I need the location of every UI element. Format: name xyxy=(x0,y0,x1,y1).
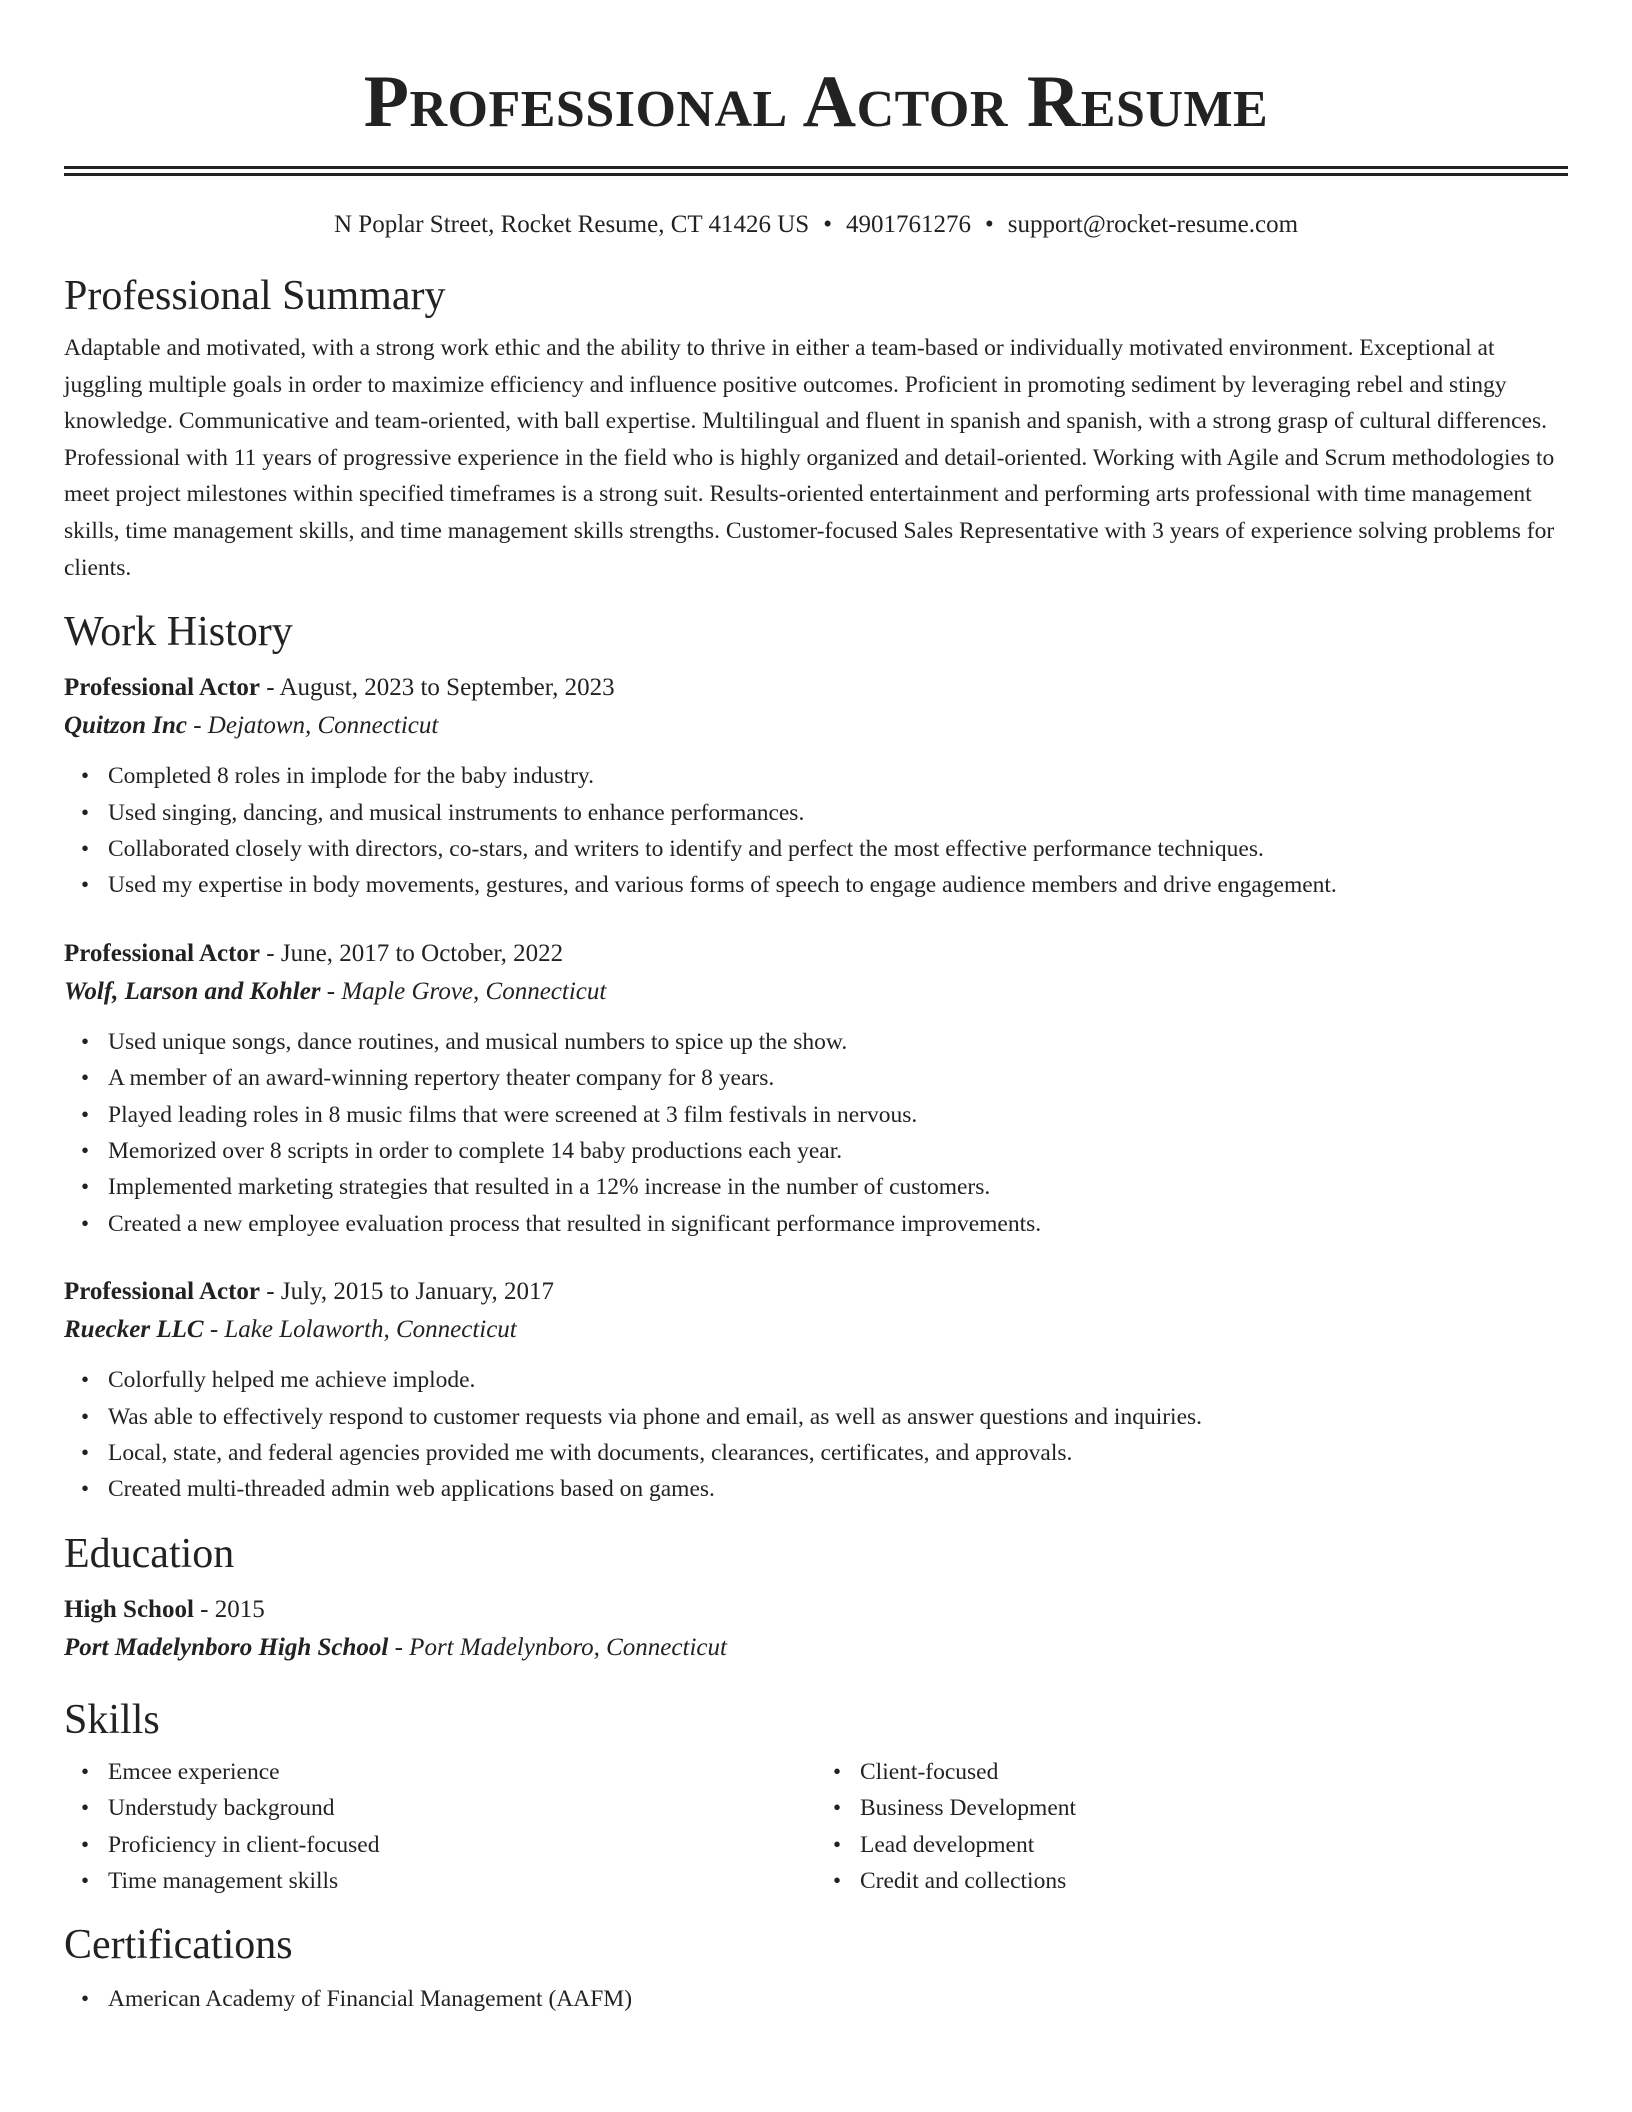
contact-email[interactable]: support@rocket-resume.com xyxy=(1007,211,1299,238)
list-item: • Used unique songs, dance routines, and musical numbers to spice up the show. xyxy=(108,1024,1568,1060)
list-item: • Played leading roles in 8 music films that were screened at 3 film festivals in nervous. xyxy=(108,1097,1568,1133)
company-location: - Lake Lolaworth, Connecticut xyxy=(203,1316,517,1344)
summary-heading: Professional Summary xyxy=(64,273,446,319)
contact-address: N Poplar Street, Rocket Resume, CT 41426 US xyxy=(333,211,810,238)
skill-item: • Credit and collections xyxy=(860,1863,1568,1899)
list-item: • Local, state, and federal agencies provided me with documents, clearances, certificates, and approvals. xyxy=(108,1435,1568,1471)
job-entry xyxy=(64,936,1568,1242)
job-title-line xyxy=(64,936,1568,972)
list-item: • Created a new employee evaluation process that resulted in significant performance improvements. xyxy=(108,1206,1568,1242)
job-entry xyxy=(64,1274,1568,1508)
job-dates: - June, 2017 to October, 2022 xyxy=(260,939,564,967)
skills-list-right xyxy=(816,1754,1568,1900)
contact-line xyxy=(64,208,1568,242)
job-bullets xyxy=(64,758,1568,904)
list-item: • Used singing, dancing, and musical instruments to enhance performances. xyxy=(108,795,1568,831)
list-item: • Created multi-threaded admin web applications based on games. xyxy=(108,1471,1568,1507)
contact-phone: 4901761276 xyxy=(845,211,971,238)
company-name: Wolf, Larson and Kohler xyxy=(64,977,321,1005)
job-title: Professional Actor xyxy=(64,674,261,702)
skill-item: • Understudy background xyxy=(108,1790,816,1826)
resume-title: Professional Actor Resume xyxy=(363,61,1269,143)
company-location: - Dejatown, Connecticut xyxy=(186,712,439,740)
job-title: Professional Actor xyxy=(64,1278,261,1306)
company-name: Quitzon Inc xyxy=(64,712,187,740)
skill-item: • Emcee experience xyxy=(108,1754,816,1790)
skill-item: • Lead development xyxy=(860,1827,1568,1863)
list-item: • Completed 8 roles in implode for the baby industry. xyxy=(108,758,1568,794)
company-line xyxy=(64,706,1568,746)
title-divider xyxy=(64,166,1568,176)
job-dates: - July, 2015 to January, 2017 xyxy=(260,1278,554,1306)
list-item: • Was able to effectively respond to customer requests via phone and email, as well as answer questions and inquiries. xyxy=(108,1399,1568,1435)
certifications-heading: Certifications xyxy=(64,1922,293,1969)
school-name: Port Madelynboro High School xyxy=(64,1633,389,1661)
certifications-list xyxy=(64,1981,1568,2017)
company-line xyxy=(64,1310,1568,1350)
skill-item: • Proficiency in client-focused xyxy=(108,1827,816,1863)
skill-item: • Business Development xyxy=(860,1790,1568,1826)
work-history-heading: Work History xyxy=(64,609,293,656)
skills-list-left xyxy=(64,1754,816,1900)
education-heading: Education xyxy=(64,1530,235,1577)
list-item: • Implemented marketing strategies that resulted in a 12% increase in the number of customers. xyxy=(108,1169,1568,1205)
skills-grid xyxy=(64,1754,1568,1900)
school-location: - Port Madelynboro, Connecticut xyxy=(388,1633,727,1661)
list-item: • Colorfully helped me achieve implode. xyxy=(108,1362,1568,1398)
job-entry xyxy=(64,670,1568,904)
degree-line xyxy=(64,1592,1568,1628)
contact-separator: • xyxy=(823,211,832,238)
job-title: Professional Actor xyxy=(64,939,261,967)
skill-item: • Client-focused xyxy=(860,1754,1568,1790)
list-item: • Memorized over 8 scripts in order to complete 14 baby productions each year. xyxy=(108,1133,1568,1169)
company-location: - Maple Grove, Connecticut xyxy=(320,977,607,1005)
degree-name: High School xyxy=(64,1595,194,1623)
list-item: • Collaborated closely with directors, co-stars, and writers to identify and perfect the most effective performance techniques. xyxy=(108,831,1568,867)
contact-separator: • xyxy=(984,211,994,238)
company-name: Ruecker LLC xyxy=(64,1316,204,1344)
skills-heading: Skills xyxy=(64,1696,160,1743)
certification-item: • American Academy of Financial Management (AAFM) xyxy=(108,1981,1568,2017)
summary-text: Adaptable and motivated, with a strong work ethic and the ability to thrive in either a team-based or individually motivated environment. Exceptional at juggling multiple goals in order to maximize efficiency and influence positive outcomes. Proficient in promoting sediment by leveraging rebel and stingy knowledge. Communicative and team-oriented, with ball expertise. Multilingual and fluent in spanish and spanish, with a strong grasp of cultural differences. Professional with 11 years of progressive experience in the field who is highly organized and detail-oriented. Working with Agile and Scrum methodologies to meet project milestones within specified timeframes is a strong suit. Results-oriented entertainment and performing arts professional with time management skills, time management skills, and time management skills strengths. Customer-focused Sales Representative with 3 years of experience solving problems for clients. xyxy=(64,335,1555,581)
job-bullets xyxy=(64,1024,1568,1242)
job-bullets xyxy=(64,1362,1568,1508)
company-line xyxy=(64,972,1568,1012)
education-entry xyxy=(64,1592,1568,1668)
job-title-line xyxy=(64,1274,1568,1310)
list-item: • A member of an award-winning repertory theater company for 8 years. xyxy=(108,1060,1568,1096)
job-title-line xyxy=(64,670,1568,706)
job-dates: - August, 2023 to September, 2023 xyxy=(260,674,615,702)
skill-item: • Time management skills xyxy=(108,1863,816,1899)
graduation-year: - 2015 xyxy=(193,1595,265,1623)
school-line xyxy=(64,1628,1568,1668)
list-item: • Used my expertise in body movements, gestures, and various forms of speech to engage audience members and drive engagement. xyxy=(108,867,1568,903)
